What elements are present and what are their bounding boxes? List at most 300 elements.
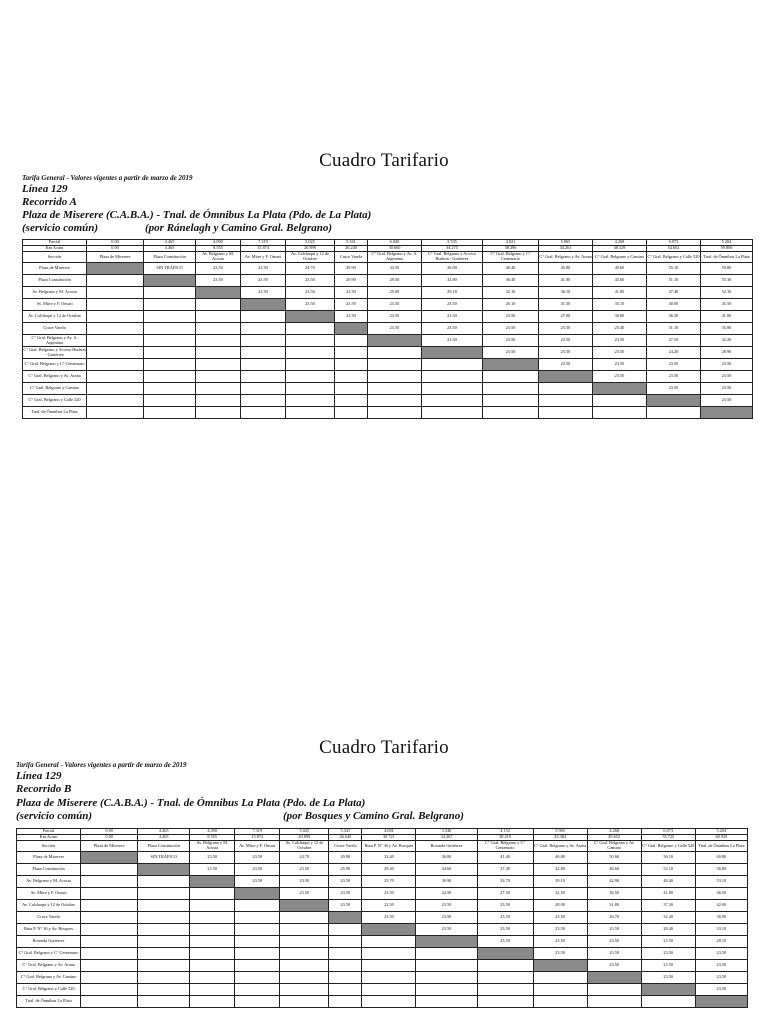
empty-cell [235,948,280,960]
fare-cell: 23.50 [422,335,483,347]
diagonal-cell [416,936,477,948]
fare-table-a [22,239,753,419]
partial-km-row-cell: 4.465 [144,240,196,246]
empty-cell [241,335,286,347]
partial-km-row-cell: 7.319 [241,240,286,246]
diagonal-cell [422,347,483,359]
empty-cell [368,395,422,407]
fare-cell: 31.10 [647,323,701,335]
route-variant-a: Recorrido A [22,196,77,208]
diagonal-cell [190,876,235,888]
empty-cell [196,347,241,359]
cumulative-km-row-cell: 8.555 [190,835,235,841]
row-label: Av. Calchaquí y 12 de Octubre [17,900,81,912]
section-header-row-cell: Cruce Varela [329,841,362,852]
empty-cell [241,395,286,407]
fare-cell: 23.50 [701,359,753,371]
row-label: Plaza Constitución [17,864,81,876]
fare-cell: 23.50 [587,936,641,948]
empty-cell [533,972,587,984]
empty-cell [144,335,196,347]
empty-cell [368,347,422,359]
fare-cell: 56.10 [641,852,695,864]
empty-cell [641,996,695,1008]
empty-cell [81,912,138,924]
fare-cell: 23.50 [329,900,362,912]
fare-cell: 23.50 [483,335,539,347]
fare-cell: 23.50 [483,311,539,323]
diagonal-cell [196,287,241,299]
partial-km-row-cell: 4.268 [593,240,647,246]
fare-cell: 55.30 [701,275,753,287]
empty-cell [329,948,362,960]
cumulative-km-row-cell: 34.275 [422,246,483,252]
section-header-row [23,252,753,263]
fare-cell: SIN TRÁFICO [144,263,196,275]
empty-cell [196,359,241,371]
empty-cell [235,960,280,972]
section-header-row-cell: C° Gral. Belgrano y Av. A. Argentina [368,252,422,263]
row-label: Rotonda Gutiérrez [17,936,81,948]
empty-cell [335,359,368,371]
diagonal-cell [647,395,701,407]
route-variant-b: Recorrido B [16,783,72,795]
section-header-row-cell: C° Gral. Belgrano y C° Centenario [477,841,533,852]
table-row [23,395,753,407]
table-row [23,347,753,359]
service-type-b: (servicio común) [16,810,93,822]
section-header-row-cell: C° Gral. Belgrano y Av. Arana [533,841,587,852]
fare-cell: 36.30 [647,311,701,323]
diagonal-cell [587,972,641,984]
empty-cell [87,359,144,371]
empty-cell [335,371,368,383]
fare-cell: 23.50 [701,371,753,383]
empty-cell [362,960,416,972]
empty-cell [138,936,190,948]
empty-cell [593,395,647,407]
empty-cell [483,383,539,395]
empty-cell [286,407,335,419]
empty-cell [190,912,235,924]
fare-cell: 23.50 [647,359,701,371]
empty-cell [81,972,138,984]
empty-cell [368,407,422,419]
fare-cell: 23.50 [539,323,593,335]
table-row [23,311,753,323]
fare-cell: 23.50 [196,275,241,287]
empty-cell [539,395,593,407]
section-header-row-cell: Plaza de Miserere [87,252,144,263]
empty-cell [196,407,241,419]
fare-cell: 23.50 [416,912,477,924]
fare-cell: 50.60 [587,852,641,864]
empty-cell [81,948,138,960]
empty-cell [190,948,235,960]
fare-cell: 23.50 [593,347,647,359]
cumulative-km-row-cell: 26.640 [329,835,362,841]
fare-cell: 28.00 [533,900,587,912]
empty-cell [286,383,335,395]
empty-cell [416,996,477,1008]
table-row [23,335,753,347]
empty-cell [286,323,335,335]
empty-cell [190,984,235,996]
empty-cell [196,395,241,407]
empty-cell [329,972,362,984]
empty-cell [335,383,368,395]
diagonal-cell [335,323,368,335]
empty-cell [235,900,280,912]
row-label: Cruce Varela [23,323,87,335]
cumulative-km-row-cell: 48.529 [593,246,647,252]
fare-cell: 29.90 [329,852,362,864]
empty-cell [87,383,144,395]
cumulative-km-row-cell: 60.929 [695,835,747,841]
table-row [17,900,748,912]
fare-cell: 32.20 [701,335,753,347]
empty-cell [422,383,483,395]
partial-km-row-cell: 4.465 [138,829,190,835]
partial-km-row-cell: 3.546 [416,829,477,835]
row-label: C° Gral. Belgrano y Av. A. Argentina [23,335,87,347]
cumulative-km-row-cell: 54.602 [647,246,701,252]
empty-cell [539,383,593,395]
diagonal-cell [539,371,593,383]
fare-cell: 23.50 [280,876,329,888]
fare-cell: 25.90 [329,864,362,876]
partial-km-row-cell: 5.965 [539,240,593,246]
row-label: Plaza de Miserere [17,852,81,864]
empty-cell [416,948,477,960]
row-label: Tnal. de Ómnibus La Plata [23,407,87,419]
empty-cell [280,924,329,936]
cumulative-km-row-cell: 34.267 [416,835,477,841]
cumulative-km-row-cell: 4.465 [138,835,190,841]
fare-cell: 36.10 [539,287,593,299]
fare-cell: 53.10 [695,876,747,888]
fare-cell: 23.50 [368,299,422,311]
fare-cell: 23.50 [587,960,641,972]
fare-cell: 23.50 [241,287,286,299]
fare-cell: 55.10 [647,263,701,275]
fare-cell: 45.60 [593,275,647,287]
fare-cell: 23.50 [587,924,641,936]
fare-cell: 23.50 [416,900,477,912]
diagonal-cell [483,359,539,371]
empty-cell [329,984,362,996]
empty-cell [190,936,235,948]
row-label: C° Gral. Belgrano y C° Centenario [23,359,87,371]
row-label: Plaza Constitución [23,275,87,287]
route-via-a: (por Ránelagh y Camino Gral. Belgrano) [145,222,333,234]
cumulative-km-row-cell: Km Acum [17,835,81,841]
empty-cell [138,984,190,996]
empty-cell [138,972,190,984]
partial-km-row-cell: 3.535 [422,240,483,246]
partial-km-row-cell: 0.00 [87,240,144,246]
empty-cell [235,984,280,996]
section-header-row-cell: Tnal. de Ómnibus La Plata [695,841,747,852]
fare-cell: 25.00 [368,287,422,299]
fare-cell: 32.10 [483,287,539,299]
empty-cell [241,311,286,323]
table-row [17,864,748,876]
empty-cell [422,359,483,371]
empty-cell [362,984,416,996]
diagonal-cell [138,864,190,876]
empty-cell [280,912,329,924]
fare-cell: 27.30 [477,888,533,900]
fare-cell: 23.50 [641,960,695,972]
fare-cell: 46.80 [533,852,587,864]
fare-cell: 23.50 [329,888,362,900]
empty-cell [241,371,286,383]
empty-cell [335,407,368,419]
cumulative-km-row-cell: 44.261 [539,246,593,252]
fare-cell: 23.50 [701,383,753,395]
empty-cell [539,407,593,419]
section-header-row-cell: Av. Calchaquí y 12 de Octubre [280,841,329,852]
validity-note-b: Tarifa General - Valores vigentes a partir de marzo de 2019 [16,761,187,769]
empty-cell [477,960,533,972]
cumulative-km-row-cell: 15.874 [241,246,286,252]
fare-cell: 23.50 [280,864,329,876]
empty-cell [196,371,241,383]
empty-cell [241,323,286,335]
fare-cell: 42.80 [533,864,587,876]
fare-cell: 23.50 [539,335,593,347]
empty-cell [144,299,196,311]
row-label: C° Gral. Belgrano y Calle 520 [17,984,81,996]
table-row [23,299,753,311]
fare-cell: 23.50 [539,347,593,359]
fare-cell: 23.50 [647,383,701,395]
row-label: C° Gral. Belgrano y Camino [23,383,87,395]
empty-cell [647,407,701,419]
diagonal-cell [593,383,647,395]
diagonal-cell [280,900,329,912]
validity-note-a: Tarifa General - Valores vigentes a partir de marzo de 2019 [22,174,193,182]
diagonal-cell [368,335,422,347]
fare-cell: 23.50 [190,852,235,864]
fare-cell: 23.50 [701,395,753,407]
fare-cell: 23.50 [335,287,368,299]
section-header-row-cell: Sección [17,841,81,852]
fare-cell: 42.00 [695,900,747,912]
empty-cell [138,888,190,900]
empty-cell [280,936,329,948]
route-via-b: (por Bosques y Camino Gral. Belgrano) [283,810,464,822]
table-row [17,972,748,984]
empty-cell [422,395,483,407]
empty-cell [362,972,416,984]
empty-cell [190,888,235,900]
diagonal-cell [241,299,286,311]
section-header-row-cell: Tnal. de Ómnibus La Plata [701,252,753,263]
fare-cell: 52.10 [701,287,753,299]
empty-cell [483,371,539,383]
fare-cell: 35.10 [593,299,647,311]
empty-cell [335,335,368,347]
route-name-b: Plaza de Miserere (C.A.B.A.) - Tnal. de Ómnibus La Plata (Pdo. de La Plata) [16,797,366,809]
partial-km-row-cell: 5.204 [695,829,747,835]
fare-cell: 23.50 [533,924,587,936]
empty-cell [144,347,196,359]
empty-cell [416,960,477,972]
table-row [17,876,748,888]
empty-cell [144,371,196,383]
empty-cell [81,960,138,972]
empty-cell [235,924,280,936]
diagonal-cell [81,852,138,864]
empty-cell [533,996,587,1008]
empty-cell [87,371,144,383]
section-header-row-cell: Plaza Constitución [138,841,190,852]
empty-cell [144,311,196,323]
empty-cell [235,972,280,984]
fare-cell: 23.50 [477,912,533,924]
fare-cell: 27.00 [539,311,593,323]
fare-cell: 23.50 [593,335,647,347]
section-header-row-cell: Ruta P. N° 36 y Av. Bosques [362,841,416,852]
section-header-row-cell: Cruce Varela [335,252,368,263]
empty-cell [235,996,280,1008]
fare-cell: 29.18 [422,287,483,299]
table-row [17,924,748,936]
partial-km-row-cell: 5.025 [280,829,329,835]
cumulative-km-row-cell: 55.725 [641,835,695,841]
fare-cell: 23.50 [422,299,483,311]
section-header-row [17,841,748,852]
section-header-row-cell: Av. Mitre y F. Onsari [241,252,286,263]
fare-cell: 23.50 [533,912,587,924]
section-header-row-cell: Sección [23,252,87,263]
empty-cell [144,407,196,419]
partial-km-row-cell: 4.090 [196,240,241,246]
empty-cell [81,936,138,948]
row-label: Av. Belgrano y M. Acosta [17,876,81,888]
empty-cell [196,335,241,347]
empty-cell [368,359,422,371]
empty-cell [87,347,144,359]
fare-cell: 23.50 [422,311,483,323]
row-label: Av. Mitre y F. Onsari [17,888,81,900]
fare-cell: 56.80 [695,864,747,876]
empty-cell [368,383,422,395]
fare-cell: 25.70 [362,876,416,888]
fare-cell: 23.50 [286,287,335,299]
cumulative-km-row-cell: 0.00 [87,246,144,252]
cumulative-km-row-cell: 20.899 [286,246,335,252]
fare-cell: 23.50 [483,323,539,335]
fare-cell: 23.50 [477,924,533,936]
empty-cell [144,287,196,299]
fare-cell: 60.80 [695,852,747,864]
fare-cell: 24.20 [647,347,701,359]
fare-cell: 30.80 [593,311,647,323]
empty-cell [362,936,416,948]
section-header-row-cell: C° Gral. Belgrano y C° Centenario [483,252,539,263]
fare-cell: 23.50 [362,912,416,924]
fare-cell: 46.60 [587,864,641,876]
empty-cell [477,972,533,984]
fare-cell: 23.50 [280,888,329,900]
fare-cell: 24.50 [416,888,477,900]
partial-km-row-cell: 6.073 [647,240,701,246]
table-row [23,263,753,275]
fare-cell: 39.10 [533,876,587,888]
fare-cell: 48.40 [641,876,695,888]
cumulative-km-row-cell: 26.240 [335,246,368,252]
fare-cell: 23.50 [641,972,695,984]
page-title-a: Cuadro Tarifario [319,150,449,171]
row-label: Tnal. de Ómnibus La Plata [17,996,81,1008]
fare-cell: 37.40 [477,864,533,876]
route-name-a: Plaza de Miserere (C.A.B.A.) - Tnal. de Ómnibus La Plata (Pdo. de La Plata) [22,209,372,221]
fare-cell: 52.10 [641,864,695,876]
fare-cell: 23.50 [641,948,695,960]
fare-cell: 23.50 [235,852,280,864]
empty-cell [477,996,533,1008]
cumulative-km-row-cell: 15.874 [235,835,280,841]
empty-cell [241,347,286,359]
partial-km-row-cell: 5.341 [335,240,368,246]
empty-cell [144,395,196,407]
fare-cell: 33.70 [477,876,533,888]
row-label: C° Gral. Belgrano y Calle 520 [23,395,87,407]
empty-cell [196,299,241,311]
empty-cell [138,900,190,912]
fare-cell: 40.40 [483,263,539,275]
fare-cell: 23.50 [335,311,368,323]
fare-cell: 47.40 [647,287,701,299]
fare-cell: 23.50 [235,864,280,876]
empty-cell [286,347,335,359]
fare-cell: 36.00 [422,263,483,275]
fare-cell: 23.50 [587,948,641,960]
table-row [17,888,748,900]
table-row [17,912,748,924]
row-label: Plaza de Miserere [23,263,87,275]
fare-cell: 23.50 [695,960,747,972]
fare-cell: 23.50 [593,371,647,383]
fare-cell: 23.50 [483,347,539,359]
fare-cell: 37.30 [641,900,695,912]
fare-cell: 25.40 [593,323,647,335]
fare-cell: 33.40 [362,852,416,864]
fare-cell: 23.50 [368,323,422,335]
empty-cell [87,287,144,299]
fare-cell: 24.70 [280,852,329,864]
table-row [17,948,748,960]
fare-cell: 23.50 [533,948,587,960]
empty-cell [280,960,329,972]
empty-cell [422,371,483,383]
partial-km-row-cell: 4.090 [190,829,235,835]
page-title-b: Cuadro Tarifario [319,737,449,758]
table-row [23,359,753,371]
fare-cell: 41.80 [641,888,695,900]
fare-cell: 23.50 [335,299,368,311]
empty-cell [81,876,138,888]
fare-cell: 49.60 [593,263,647,275]
fare-cell: 28.40 [641,924,695,936]
empty-cell [241,407,286,419]
table-row [17,852,748,864]
fare-cell: 31.50 [539,299,593,311]
section-header-row-cell: Av. Calchaquí y 12 de Octubre [286,252,335,263]
